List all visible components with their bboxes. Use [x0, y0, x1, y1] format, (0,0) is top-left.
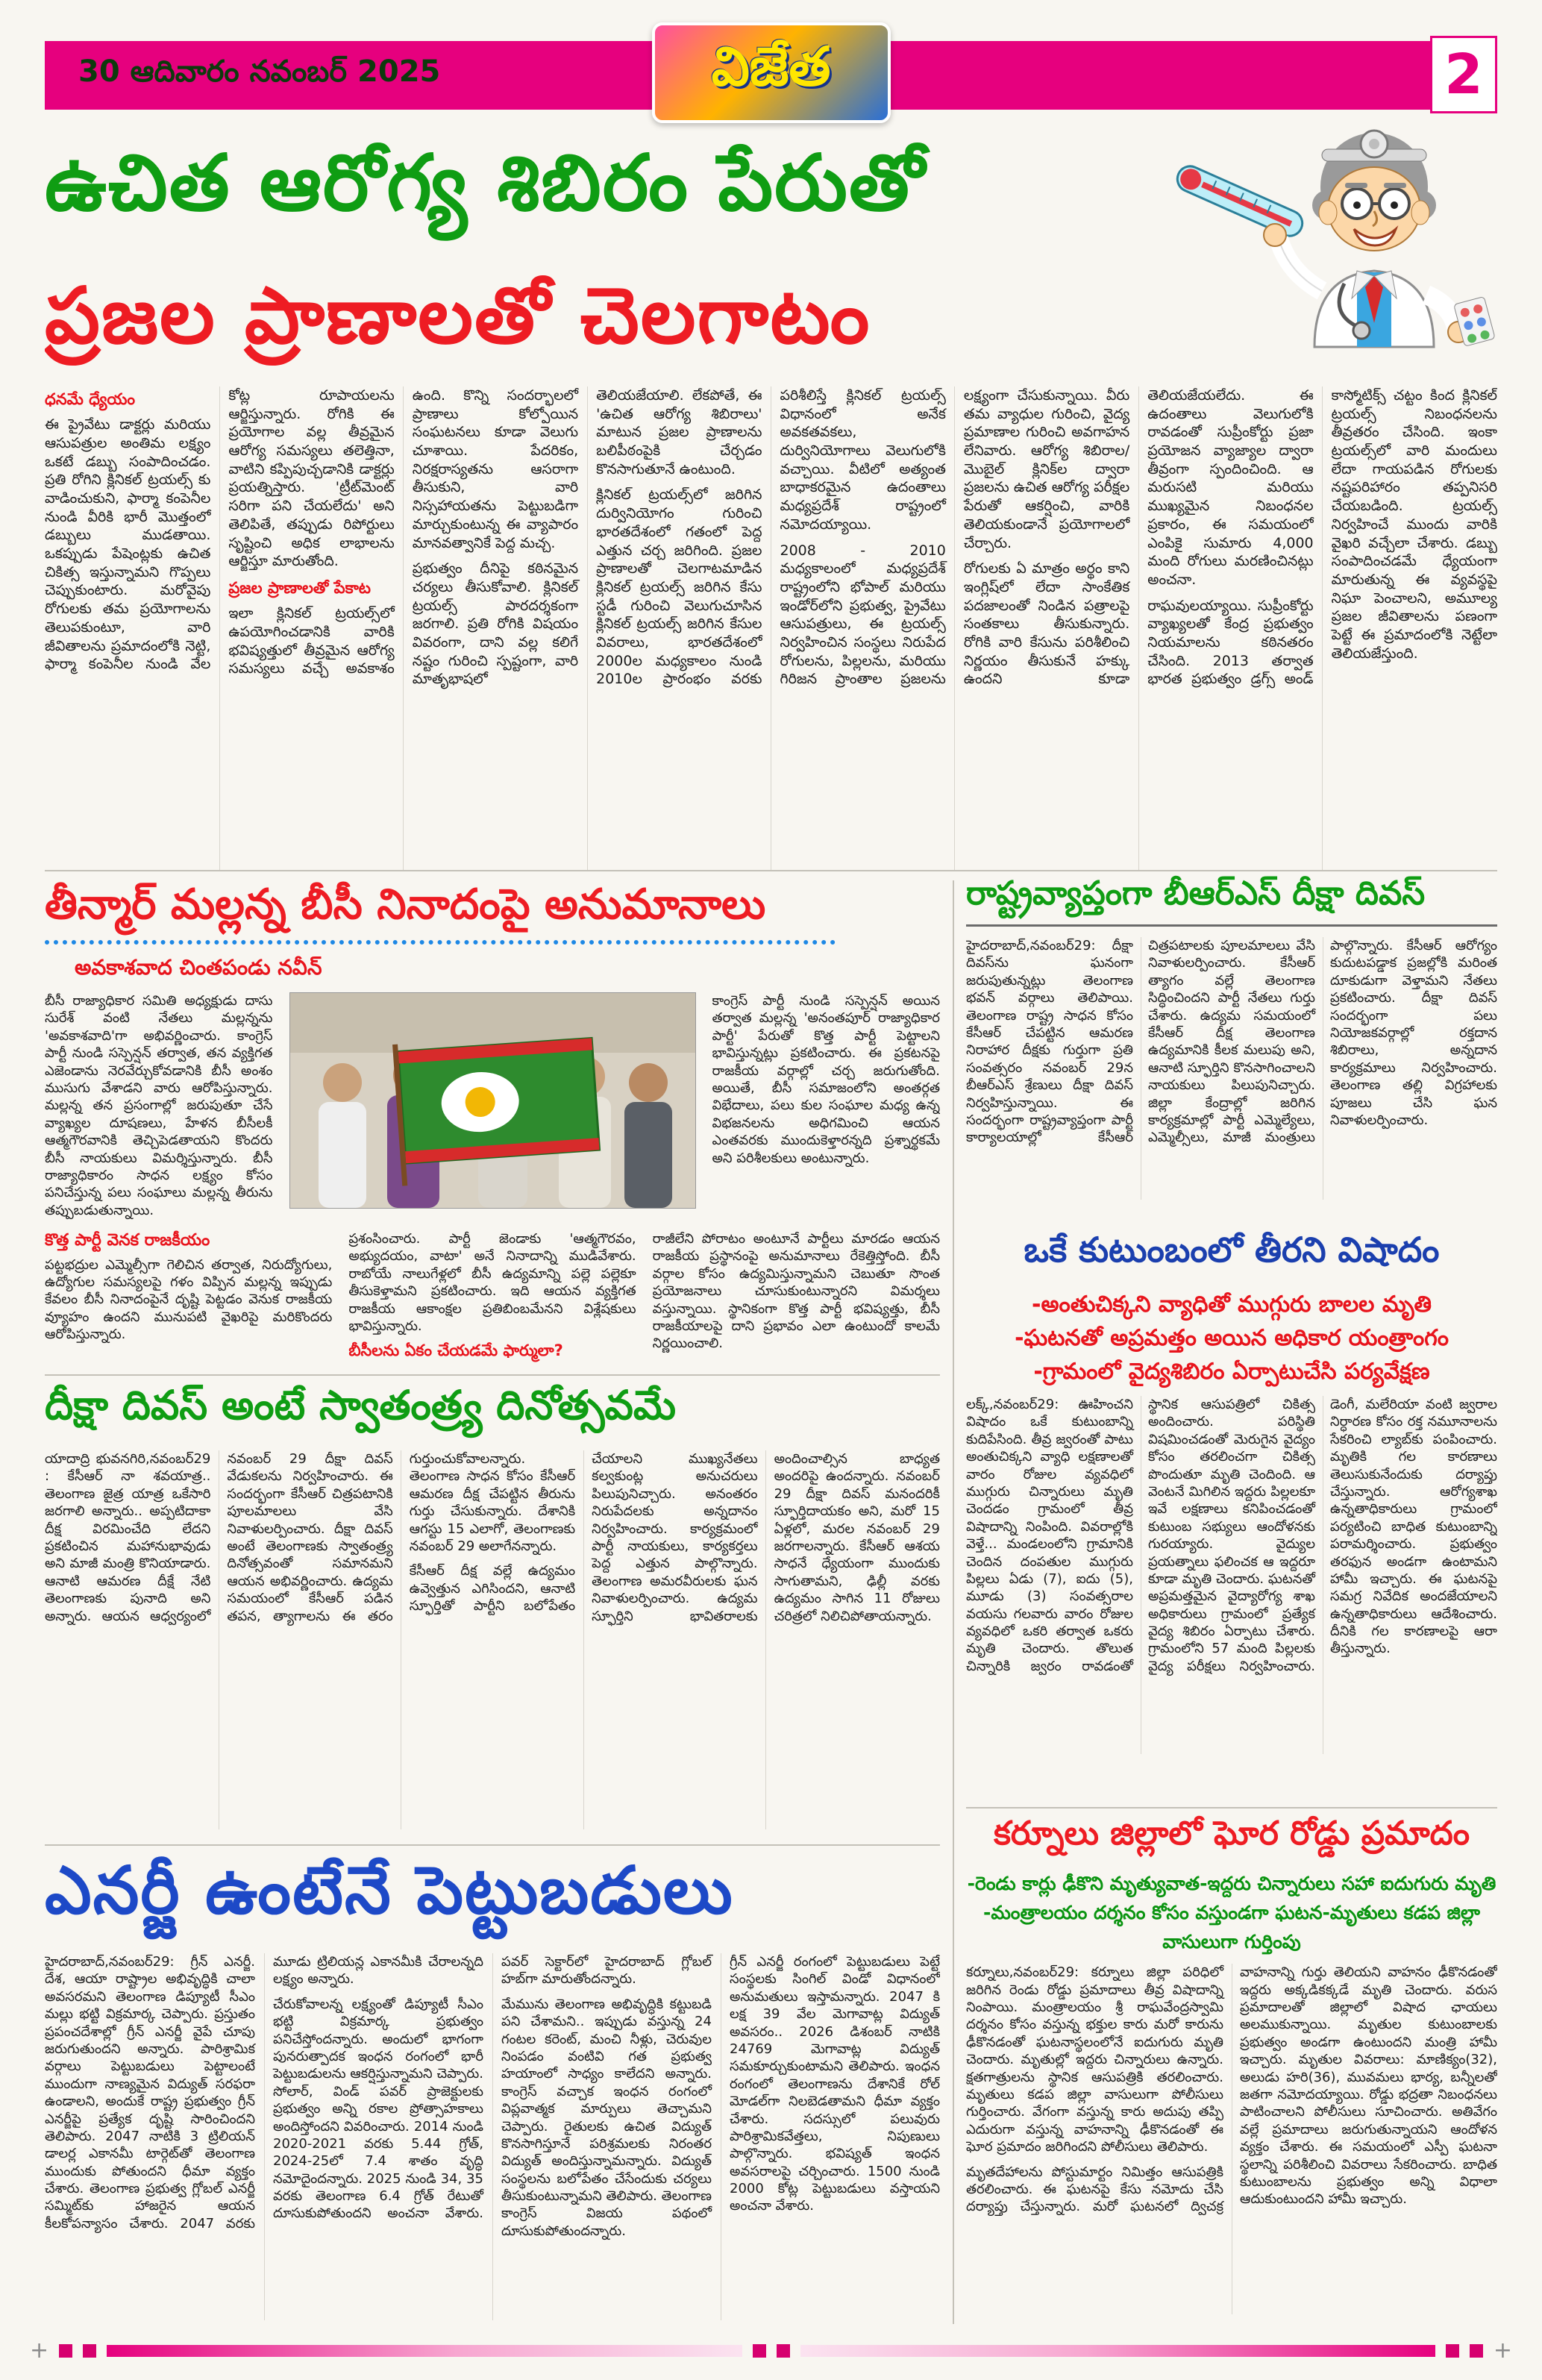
article-body: [45, 1953, 940, 2320]
article-headline: ఎనర్జీ ఉంటేనే పెట్టుబడులు: [45, 1852, 734, 1929]
article-paragraph: గ్రీన్ ఎనర్జీ రంగంలో పెట్టుబడులు పెట్టే సంస్థలకు సింగిల్ విండో విధానంలో అనుమతులు ఇస్తామన్నారు. 2047 కి లక్ష 39 వేల మెగావాట్ల విద్యుత్ అవసరం.. 2026 డిశంబర్ నాటికి 24769 మెగావాట్ల విద్యుత్ సమకూర్చుకుంటామని తెలిపారు. ఇంధన రంగంలో తెలంగాణను దేశానికే రోల్ మోడల్‌గా నిలబెడతామని ధీమా వ్యక్తం చేశారు. సదస్సులో పలువురు పారిశ్రామికవేత్తలు, నిపుణులు పాల్గొన్నారు. భవిష్యత్ ఇంధన అవసరాలపై చర్చించారు. 1500 నుండి 2000 కోట్ల పెట్టుబడులు వస్తాయని అంచనా వేశారు.: [730, 1954, 940, 2214]
issue-date: 30 ఆదివారం నవంబర్ 2025: [78, 54, 441, 89]
section-divider: [45, 1844, 940, 1846]
article-paragraph: కేసీఆర్ దీక్ష వల్లే ఉద్యమం ఉవ్వెత్తున ఎగిసిందని, ఆనాటి స్ఫూర్తితో పార్టీని బలోపేతం చేయాలని ముఖ్యనేతలు కల్వకుంట్ల అనుచరులు పిలుపునిచ్చారు. అనంతరం నిరుపేదలకు అన్నదానం నిర్వహించారు. కార్యక్రమంలో పార్టీ నాయకులు, కార్యకర్తలు పెద్ద ఎత్తున పాల్గొన్నారు. తెలంగాణ అమరవీరులకు ఘన నివాళులర్పించారు. ఉద్యమ స్ఫూర్తిని భావితరాలకు అందించాల్సిన బాధ్యత అందరిపై ఉందన్నారు. నవంబర్ 29 దీక్షా దివస్ మనందరికీ స్ఫూర్తిదాయకం అని, మరో 15 ఏళ్లలో, మరల నవంబర్ 29 జరగాలన్నారు. కేసీఆర్ ఆశయ సాధనే ధ్యేయంగా ముందుకు సాగుతామని, ఢిల్లీ వరకు ఉద్యమం సాగిన 11 రోజులు చరిత్రలో నిలిచిపోతాయన్నారు.: [409, 1451, 940, 1624]
article-paragraph: మేమును తెలంగాణ అభివృద్ధికి కట్టుబడి పని చేశామని.. ఇప్పుడు వస్తున్న 24 గంటల కరెంట్, మంచి నీళ్లు, చెరువుల నింపడం వంటివి గత ప్రభుత్వ హయాంలో సాధ్యం కాలేదని అన్నారు. కాంగ్రెస్ వచ్చాక ఇంధన రంగంలో విప్లవాత్మక మార్పులు తెచ్చామని చెప్పారు. రైతులకు ఉచిత విద్యుత్ కొనసాగిస్తూనే పరిశ్రమలకు నిరంతర విద్యుత్ అందిస్తున్నామన్నారు. విద్యుత్ సంస్థలను బలోపేతం చేసేందుకు చర్యలు తీసుకుంటున్నామని తెలిపారు. తెలంగాణ కాంగ్రెస్ విజయ పథంలో దూసుకుపోతుందన్నారు.: [501, 1996, 712, 2239]
bullet-line: -మంత్రాలయం దర్శనం కోసం వస్తుండగా ఘటన-మృతులు కడప జిల్లా వాసులుగా గుర్తింపు: [982, 1901, 1481, 1952]
doctor-cartoon-svg: [1162, 123, 1497, 362]
bullet-line: -ఘటనతో అప్రమత్తం అయిన అధికార యంత్రాంగం: [1015, 1325, 1449, 1351]
page-number: 2: [1444, 43, 1483, 107]
lead-subhead-1: ధనమే ధ్యేయం: [45, 390, 136, 408]
article-headline: తీన్మార్ మల్లన్న బీసీ నినాదంపై అనుమానాలు: [45, 880, 836, 945]
article-bullet-list: [966, 1870, 1497, 1956]
article-column: కాంగ్రెస్ పార్టీ నుండి సస్పెన్షన్ అయిన తర్వాత మల్లన్న 'అనంతపూర్ రాజ్యాధికార పార్టీ' పేరుతో కొత్త పార్టీ పెట్టాలని భావిస్తున్నట్లు ప్రకటించారు. ఈ ప్రకటనపై రాజకీయ వర్గాల్లో చర్చ జరుగుతోంది. అయితే, బీసీ సమాజంలోని అంతర్గత విభేదాలు, పలు కుల సంఘాల మధ్య ఉన్న విభజనలను అధిగమించి ఆయన ఎంతవరకు ముందుకెళ్తారన్నది ప్రశ్నార్థకమే అని పరిశీలకులు అంటున్నారు.: [712, 993, 940, 1166]
lead-paragraph: క్లినికల్ ట్రయల్స్‌లో జరిగిన దుర్వినియోగం గురించి భారతదేశంలో గతంలో పెద్ద ఎత్తున చర్చ జరిగింది. ప్రజల ప్రాణాలతో చెలగాటమాడిన క్లినికల్ ట్రయల్స్ జరిగిన కేసు స్టడీ గురించి వెలుగుచూసిన క్లినికల్ ట్రయల్స్ జరిగిన కేసుల వివరాలు, భారతదేశంలో 2000ల మధ్యకాలం నుండి 2010ల ప్రారంభం వరకు పరిశీలిస్తే క్లినికల్ ట్రయల్స్ విధానంలో అనేక అవకతవకలు, దుర్వినియోగాలు వెలుగులోకి వచ్చాయి. వీటిలో అత్యంత బాధాకరమైన ఉదంతాలు మధ్యప్రదేశ్ రాష్ట్రంలో నమోదయ్యాయి.: [596, 387, 946, 688]
article-column: రాజీలేని పోరాటం అంటూనే పార్టీలు మారడం ఆయన రాజకీయ ప్రస్థానంపై అనుమానాలు రేకెత్తిస్తోంది. బీసీ వర్గాల కోసం ఉద్యమిస్తున్నామని చెబుతూ సొంత ప్రయోజనాలు చూసుకుంటున్నారని విమర్శలు వస్తున్నాయి. స్థానికంగా కొత్త పార్టీ భవిష్యత్తు, బీసీ రాజకీయాలపై దాని ప్రభావం ఎలా ఉంటుందో కాలమే నిర్ణయించాలి.: [652, 1231, 940, 1352]
masthead-title: విజేత: [711, 34, 831, 98]
section-divider: [45, 870, 1497, 871]
lead-body: [45, 386, 1497, 870]
article-energy-investments: [45, 1852, 940, 2329]
lead-paragraph: రోగులకు ఏ మాత్రం అర్థం కాని ఇంగ్లిష్‌లో లేదా సాంకేతిక పదజాలంతో నిండిన పత్రాలపై సంతకాలు తీసుకున్నారు. రోగికి వారి కేసును పరిశీలించి నిర్ణయం తీసుకునే హక్కు ఉందని కూడా తెలియజేయలేదు. ఈ ఉదంతాలు వెలుగులోకి రావడంతో సుప్రీంకోర్టు ప్రజా ప్రయోజన వ్యాజ్యాల ద్వారా తీవ్రంగా స్పందించింది. ఆ మరుసటి మరియు ముఖ్యమైన నిబంధనల ప్రకారం, ఈ సమయంలో ఎంపికై సుమారు 4,000 మంది రోగులు మరణించినట్లు అంచనా.: [963, 387, 1314, 688]
bullet-line: -అంతుచిక్కని వ్యాధితో ముగ్గురు బాలల మృతి: [1032, 1291, 1432, 1318]
article-bullet-list: [966, 1288, 1497, 1388]
lead-paragraph: రాఘవులయ్యాయి. సుప్రీంకోర్టు వ్యాఖ్యలతో కేంద్ర ప్రభుత్వం నియమాలను కఠినతరం చేసింది. 2013 తర్వాత భారత ప్రభుత్వం డ్రగ్స్ అండ్ కాస్మోటిక్స్ చట్టం కింద క్లినికల్ ట్రయల్స్ నిబంధనలను తీవ్రతరం చేసింది. ఇంకా ట్రయల్స్‌లో వారి మందులు లేదా గాయపడిన రోగులకు నష్టపరిహారం తప్పనిసరి చేయబడింది. ట్రయల్స్ నిర్వహించే ముందు వారికి వైఖరి వచ్చేలా చేశారు. డబ్బు సంపాదించడమే ధ్యేయంగా మారుతున్న ఈ వ్యవస్థపై నిఘా పెంచాలని, అమూల్య ప్రజల జీవితాలను పణంగా పెట్టే ఈ ప్రమాదంలోకి నెట్టేలా తెలియజేస్తుంది.: [1147, 387, 1497, 688]
article-teenmaar-mallanna: [45, 880, 940, 1367]
doctor-cartoon-illustration: [1162, 123, 1497, 362]
article-subhead: కొత్త పార్టీ వెనక రాజకీయం: [45, 1231, 210, 1250]
lead-subhead-2: ప్రజల ప్రాణాలతో పేకాట: [228, 578, 372, 597]
article-brs-deeksha-divas: [966, 874, 1497, 1212]
footer-decoration: [30, 2337, 1512, 2364]
column-divider: [953, 880, 954, 2324]
lead-paragraph: ఇలా క్లినికల్ ట్రయల్స్‌లో ఉపయోగించడానికి వారికి భవిష్యత్తులో తీవ్రమైన ఆరోగ్య సమస్యలు వచ్చే అవకాశం ఉంది. కొన్ని సందర్భాలలో ప్రాణాలు కోల్పోయిన సంఘటనలు కూడా వెలుగు చూశాయి. పేదరికం, నిరక్షరాస్యతను ఆసరాగా తీసుకుని, వారి నిస్సహాయతను పెట్టుబడిగా మార్చుకుంటున్న ఈ వ్యాపారం మానవత్వానికే పెద్ద మచ్చ.: [228, 387, 579, 677]
article-text: పట్టభద్రుల ఎమ్మెల్సీగా గెలిచిన తర్వాత, నిరుద్యోగులు, ఉద్యోగుల సమస్యలపై గళం విప్పిన మల్లన్న ఇప్పుడు కేవలం బీసీ నినాదంపైనే దృష్టి పెట్టడం వెనుక రాజకీయ వ్యూహం ఉందని మునుపటి వైఖరిపై మరికొందరు ఆరోపిస్తున్నారు.: [45, 1256, 333, 1343]
article-family-tragedy: [966, 1230, 1497, 1798]
article-column: బీసీ రాజ్యాధికార సమితి అధ్యక్షుడు దాసు సురేశ్ వంటి నేతలు మల్లన్నను 'అవకాశవాది'గా అభివర్ణించారు. కాంగ్రెస్ పార్టీ నుండి సస్పెన్షన్ తర్వాత, తన వ్యక్తిగత ఎజెండాను నెరవేర్చుకోవడానికి బీసీ అంశం ముసుగు వేశాడని వారు ఆరోపిస్తున్నారు. మల్లన్న తన ప్రసంగాల్లో జరుపుతూ చేసే వ్యాఖ్యల దూషణలు, హేళన బీసీలకీ ఆత్మగౌరవానికి తెచ్చిపెడతాయని కొందరు బీసీ నాయకులు విమర్శిస్తున్నారు. బీసీ రాజ్యాధికారం సాధన లక్ష్యం కోసం పనిచేస్తున్న పలు సంఘాలు మల్లన్న తీరును తప్పుబడుతున్నాయి.: [45, 993, 273, 1218]
footer-square: [777, 2344, 790, 2358]
article-headline: కర్నూలు జిల్లాలో ఘోర రోడ్డు ప్రమాదం: [993, 1814, 1470, 1853]
article-headline: దీక్షా దివస్ అంటే స్వాతంత్ర్య దినోత్సవమే: [45, 1382, 676, 1429]
crop-mark-icon: +: [1493, 2337, 1512, 2364]
lead-paragraph: ప్రభుత్వం దీనిపై కఠినమైన చర్యలు తీసుకోవాలి. క్లినికల్ ట్రయల్స్ పారదర్శకంగా జరగాలి. ప్రతి రోగికి విషయం వివరంగా, దాని వల్ల కలిగే నష్టం గురించి స్పష్టంగా, వారి మాతృభాషలో తెలియజేయాలి. లేకపోతే, ఈ 'ఉచిత ఆరోగ్య శిబిరాలు' మాటున ప్రజల ప్రాణాలను బలిపీఠంపైకి చేర్చడం కొనసాగుతూనే ఉంటుంది.: [412, 387, 762, 688]
bullet-line: -రెండు కార్లు ఢీకొని మృత్యువాత-ఇద్దరు చిన్నారులు సహా ఐదుగురు మృతి: [967, 1873, 1496, 1894]
article-paragraph: యాదాద్రి భువనగిరి,నవంబర్29 : కేసీఆర్ నా శవయాత్ర.. తెలంగాణ జైత్ర యాత్ర ఒకేసారి జరగాలి అన్నారు.. అప్పటిదాకా దీక్ష విరమించేది లేదని ప్రకటించిన మహానుభావుడు అని మాజీ మంత్రి కొనియాడారు. ఆనాటి ఆమరణ దీక్షే నేటి తెలంగాణకు పునాది అని అన్నారు. ఆయన ఆధ్వర్యంలో నవంబర్ 29 దీక్షా దివస్ వేడుకలను నిర్వహించారు. ఈ సందర్భంగా కేసీఆర్ చిత్రపటానికి పూలమాలలు వేసి నివాళులర్పించారు. దీక్షా దివస్ అంటే తెలంగాణకు స్వాతంత్ర్య దినోత్సవంతో సమానమని ఆయన అభివర్ణించారు. ఉద్యమ సమయంలో కేసీఆర్ పడిన తపన, త్యాగాలను ఈ తరం గుర్తుంచుకోవాలన్నారు. తెలంగాణ సాధన కోసం కేసీఆర్ ఆమరణ దీక్ష చేపట్టిన తీరును గుర్తు చేసుకున్నారు. దేశానికి ఆగస్టు 15 ఎలాగో, తెలంగాణకు నవంబర్ 29 అలాగేనన్నారు.: [45, 1451, 576, 1624]
article-body: [966, 1964, 1497, 2314]
news-photo-flag: [289, 992, 696, 1209]
section-divider: [966, 1807, 1497, 1809]
section-divider: [45, 1374, 940, 1376]
lead-paragraph: 2008 - 2010 మధ్యకాలంలో మధ్యప్రదేశ్ రాష్ట్రంలోని భోపాల్ మరియు ఇండోర్‌లోని ప్రభుత్వ, ప్రైవేటు ఆసుపత్రులు, ఈ ట్రయల్స్ నిర్వహించిన సంస్థలు నిరుపేద రోగులను, పిల్లలను, మరియు గిరిజన ప్రాంతాల ప్రజలను లక్ష్యంగా చేసుకున్నాయి. వీరు తమ వ్యాధుల గురించి, వైద్య ప్రమాణాల గురించి అవగాహన లేనివారు. ఆరోగ్య శిబిరాల/మొబైల్ క్లినిక్‌ల ద్వారా ప్రజలను ఉచిత ఆరోగ్య పరీక్షల పేరుతో ఆకర్షించి, వారికి తెలియకుండానే ప్రయోగాలలో చేర్చారు.: [780, 387, 1130, 688]
article-headline: ఒకే కుటుంబంలో తీరని విషాదం: [1024, 1230, 1440, 1270]
footer-square: [1470, 2344, 1483, 2358]
article-paragraph: కర్నూలు,నవంబర్29: కర్నూలు జిల్లా పరిధిలో జరిగిన రెండు రోడ్డు ప్రమాదాలు తీవ్ర విషాదాన్ని నింపాయి. మంత్రాలయం శ్రీ రాఘవేంద్రస్వామి దర్శనం కోసం వస్తున్న భక్తుల కారు మరో కారును ఢీకొనడంతో ఘటనాస్థలంలోనే ఐదుగురు మృతి చెందారు. మృతుల్లో ఇద్దరు చిన్నారులు ఉన్నారు. క్షతగాత్రులను స్థానిక ఆసుపత్రికి తరలించారు. మృతులు కడప జిల్లా వాసులుగా పోలీసులు గుర్తించారు. వేగంగా వస్తున్న కారు అదుపు తప్పి ఎదురుగా వస్తున్న వాహనాన్ని ఢీకొనడంతో ఈ ఘోర ప్రమాదం జరిగిందని పోలీసులు తెలిపారు.: [966, 1964, 1223, 2155]
article-paragraph: మృతదేహాలను పోస్టుమార్టం నిమిత్తం ఆసుపత్రికి తరలించారు. ఈ ఘటనపై కేసు నమోదు చేసి దర్యాప్తు చేస్తున్నారు. మరో ఘటనలో ద్విచక్ర వాహనాన్ని గుర్తు తెలియని వాహనం ఢీకొనడంతో ఇద్దరు అక్కడికక్కడే మృతి చెందారు. వరుస ప్రమాదాలతో జిల్లాలో విషాద ఛాయలు అలముకున్నాయి. మృతుల కుటుంబాలకు ప్రభుత్వం అండగా ఉంటుందని మంత్రి హామీ ఇచ్చారు. మృతుల వివరాలు: మాణిక్యం(32), అలుడు హరి(36), మువమలు భార్య, బన్నీలతో జతగా నమోదయ్యాయి. రోడ్డు భద్రతా నిబంధనలు పాటించాలని పోలీసులు సూచించారు. అతివేగం వల్లే ప్రమాదాలు జరుగుతున్నాయని ఆందోళన వ్యక్తం చేశారు. ఈ సమయంలో ఎస్పీ ఘటనా స్థలాన్ని పరిశీలించి వివరాలు సేకరించారు. బాధిత కుటుంబాలను ప్రభుత్వం అన్ని విధాలా ఆదుకుంటుందని హామీ ఇచ్చారు.: [966, 1964, 1497, 2215]
masthead-logo: [652, 22, 891, 123]
lead-article: [45, 134, 1497, 869]
article-paragraph: హైదరాబాద్,నవంబర్29: గ్రీన్ ఎనర్జీ. దేశ, ఆయా రాష్ట్రాల అభివృద్ధికి చాలా అవసరమని తెలంగాణ డిప్యూటీ సీఎం మల్లు భట్టి విక్రమార్క చెప్పారు. ప్రస్తుతం ప్రపంచదేశాల్లో గ్రీన్ ఎనర్జీ వైపే చూపు జరుగుతుందని అన్నారు. పారిశ్రామిక వర్గాలు పెట్టుబడులు పెట్టాలంటే ముందుగా నాణ్యమైన విద్యుత్ సరఫరా ఉండాలని, అందుకే రాష్ట్ర ప్రభుత్వం గ్రీన్ ఎనర్జీపై ప్రత్యేక దృష్టి సారించిందని తెలిపారు. 2047 నాటికి 3 ట్రిలియన్ డాలర్ల ఎకానమీ టార్గెట్‌తో తెలంగాణ ముందుకు పోతుందని ధీమా వ్యక్తం చేశారు. తెలంగాణ ప్రభుత్వ గ్లోబల్ ఎనర్జీ సమ్మిట్‌కు హాజరైన ఆయన కీలకోపన్యాసం చేశారు. 2047 వరకు మూడు ట్రిలియన్ల ఎకానమీకి చేరాలన్నది లక్ష్యం అన్నారు.: [45, 1954, 483, 2232]
bullet-line: -గ్రామంలో వైద్యశిబిరం ఏర్పాటుచేసి పర్యవేక్షణ: [1033, 1359, 1430, 1385]
lead-paragraph: ఈ ప్రైవేటు డాక్టర్లు మరియు ఆసుపత్రుల అంతిమ లక్ష్యం ఒకటే డబ్బు సంపాదించడం. ప్రతి రోగిని క్లినికల్ ట్రయల్స్ కు వాడించుకుని, ఫార్మా కంపెనీల నుండి వీరికి భారీ మొత్తంలో డబ్బులు ముడతాయి. ఒకప్పుడు పేషెంట్లకు ఉచిత చికిత్స ఇస్తున్నామని గొప్పలు చెప్పుకుంటారు. మరోవైపు రోగులకు తమ ప్రయోగాలను తెలుపకుంటూ, వారి జీవితాలను ప్రమాదంలోకి నెట్టి, ఫార్మా కంపెనీల నుండి వేల కోట్ల రూపాయలను ఆర్జిస్తున్నారు. రోగికి ఈ ప్రయోగాల వల్ల తీవ్రమైన ఆరోగ్య సమస్యలు తలెత్తినా, వాటిని కప్పిపుచ్చడానికి డాక్టర్లు ప్రయత్నిస్తారు. 'ట్రీట్‌మెంట్ సరిగా పని చేయలేదు' అని తెలిపితే, తప్పుడు రిపోర్టులు సృష్టించి అధిక లాభాలను ఆర్జిస్తూ మారుతోంది.: [45, 387, 395, 673]
article-body: [45, 1450, 940, 1829]
article-column: [348, 1230, 636, 1367]
page-number-box: [1430, 36, 1497, 113]
article-body: లక్క్,నవంబర్29: ఊహించని విషాదం ఒకే కుటుంబాన్ని కుదిపేసింది. తీవ్ర జ్వరంతో పాటు అంతుచిక్కని వ్యాధి లక్షణాలతో వారం రోజుల వ్యవధిలో ముగ్గురు చిన్నారులు మృతి చెందడం గ్రామంలో తీవ్ర విషాదాన్ని నింపింది. వివరాల్లోకి వెళ్తే... మండలంలోని గ్రామానికి చెందిన దంపతుల ముగ్గురు పిల్లలు ఏడు (7), ఐదు (5), మూడు (3) సంవత్సరాల వయసు గలవారు వారం రోజుల వ్యవధిలో ఒకరి తర్వాత ఒకరు మృతి చెందారు. తొలుత చిన్నారికి జ్వరం రావడంతో స్థానిక ఆసుపత్రిలో చికిత్స అందించారు. పరిస్థితి విషమించడంతో మెరుగైన వైద్యం కోసం తరలించగా చికిత్స పొందుతూ మృతి చెందింది. ఆ వెంటనే మిగిలిన ఇద్దరు పిల్లలకూ ఇవే లక్షణాలు కనిపించడంతో కుటుంబ సభ్యులు ఆందోళనకు గురయ్యారు. వైద్యుల ప్రయత్నాలు ఫలించక ఆ ఇద్దరూ కూడా మృతి చెందారు. ఘటనతో అప్రమత్తమైన వైద్యారోగ్య శాఖ అధికారులు గ్రామంలో ప్రత్యేక వైద్య శిబిరం ఏర్పాటు చేశారు. గ్రామంలోని 57 మంది పిల్లలకు వైద్య పరీక్షలు నిర్వహించారు. డెంగీ, మలేరియా వంటి జ్వరాల నిర్ధారణ కోసం రక్త నమూనాలను సేకరించి ల్యాబ్‌కు పంపించారు. మృతికి గల కారణాలు తెలుసుకునేందుకు దర్యాప్తు చేస్తున్నారు. ఆరోగ్యశాఖ ఉన్నతాధికారులు గ్రామంలో పర్యటించి బాధిత కుటుంబాన్ని పరామర్శించారు. ప్రభుత్వం తరఫున అండగా ఉంటామని హామీ ఇచ్చారు. ఈ ఘటనపై సమగ్ర నివేదిక అందజేయాలని ఉన్నతాధికారులు ఆదేశించారు. దీనికి గల కారణాలపై ఆరా తీస్తున్నారు.: [966, 1397, 1497, 1674]
flag-photo-svg: [290, 993, 695, 1208]
article-highlight: బీసీలను ఏకం చేయడమే ఫార్ములా?: [348, 1341, 563, 1360]
article-paragraph: చేరుకోవాలన్న లక్ష్యంతో డిప్యూటీ సీఎం భట్టి విక్రమార్క ప్రభుత్వం పనిచేస్తోందన్నారు. అందులో భాగంగా పునరుత్పాదక ఇంధన రంగంలో భారీ పెట్టుబడులను ఆకర్షిస్తున్నామని చెప్పారు. సోలార్, విండ్ పవర్ ప్రాజెక్టులకు ప్రభుత్వం అన్ని రకాల ప్రోత్సాహకాలు అందిస్తోందని వివరించారు. 2014 నుండి 2020-2021 వరకు 5.44 గ్రోత్, 2024-25లో 7.4 శాతం వృద్ధి నమోదైందన్నారు. 2025 నుండి 34, 35 వరకు తెలంగాణ 6.4 గ్రోత్ రేటుతో దూసుకుపోతుందని అంచనా వేశారు. పవర్ సెక్టార్‌లో హైదరాబాద్ గ్లోబల్ హబ్‌గా మారుతోందన్నారు.: [273, 1954, 712, 2222]
article-subhead: అవకాశవాద చింతపండు నవీన్: [75, 955, 322, 980]
article-column: [45, 1230, 332, 1367]
lead-headline-line1: ఉచిత ఆరోగ్య శిబిరం పేరుతో: [45, 137, 927, 228]
footer-bar: [800, 2345, 1435, 2357]
article-body: హైదరాబాద్,నవంబర్29: దీక్షా దివస్‌ను ఘనంగా జరుపుతున్నట్లు తెలంగాణ భవన్ వర్గాలు తెలిపాయి. తెలంగాణ రాష్ట్ర సాధన కోసం కేసీఆర్ చేపట్టిన ఆమరణ నిరాహార దీక్షకు గుర్తుగా ప్రతి సంవత్సరం నవంబర్ 29న బీఆర్ఎస్ శ్రేణులు దీక్షా దివస్ నిర్వహిస్తున్నాయి. ఈ సందర్భంగా రాష్ట్రవ్యాప్తంగా పార్టీ కార్యాలయాల్లో కేసీఆర్ చిత్రపటాలకు పూలమాలలు వేసి నివాళులర్పించారు. కేసీఆర్ త్యాగం వల్లే తెలంగాణ సిద్ధించిందని పార్టీ నేతలు గుర్తు చేశారు. ఉద్యమ సమయంలో కేసీఆర్ దీక్ష తెలంగాణ ఉద్యమానికి కీలక మలుపు అని, ఆనాటి స్ఫూర్తిని కొనసాగించాలని నాయకులు పిలుపునిచ్చారు. జిల్లా కేంద్రాల్లో జరిగిన కార్యక్రమాల్లో పార్టీ ఎమ్మెల్యేలు, ఎమ్మెల్సీలు, మాజీ మంత్రులు పాల్గొన్నారు. కేసీఆర్ ఆరోగ్యం కుదుటపడ్డాక ప్రజల్లోకి మరింత దూకుడుగా వెళ్తామని నేతలు ప్రకటించారు. దీక్షా దివస్ సందర్భంగా పలు నియోజకవర్గాల్లో రక్తదాన శిబిరాలు, అన్నదాన కార్యక్రమాలు నిర్వహించారు. తెలంగాణ తల్లి విగ్రహాలకు పూజలు చేసి ఘన నివాళులర్పించారు.: [966, 938, 1497, 1146]
article-headline: రాష్ట్రవ్యాప్తంగా బీఆర్ఎస్ దీక్షా దివస్: [966, 874, 1497, 927]
footer-square: [1446, 2344, 1459, 2358]
article-text: ప్రశంసించారు. పార్టీ జెండాకు 'ఆత్మగౌరవం, అభ్యుదయం, వాటా' అనే నినాదాన్ని ముడివేశారు. రాబోయే నాలుగేళ్లలో బీసీ ఉద్యమాన్ని పల్లె పల్లెకూ తీసుకెళ్తామని ప్రకటించారు. ఇది ఆయన వ్యక్తిగత రాజకీయ ఆకాంక్షల ప్రతిబింబమేనని విశ్లేషకులు భావిస్తున్నారు.: [348, 1231, 636, 1334]
footer-square: [59, 2344, 72, 2358]
footer-square: [753, 2344, 766, 2358]
footer-bar: [107, 2345, 742, 2357]
article-deeksha-divas-speech: [45, 1382, 940, 1838]
lead-headline-line2: ప్రజల ప్రాణాలతో చెలగాటం: [45, 270, 871, 361]
footer-square: [83, 2344, 96, 2358]
article-kurnool-accident: [966, 1814, 1497, 2328]
crop-mark-icon: +: [30, 2337, 49, 2364]
